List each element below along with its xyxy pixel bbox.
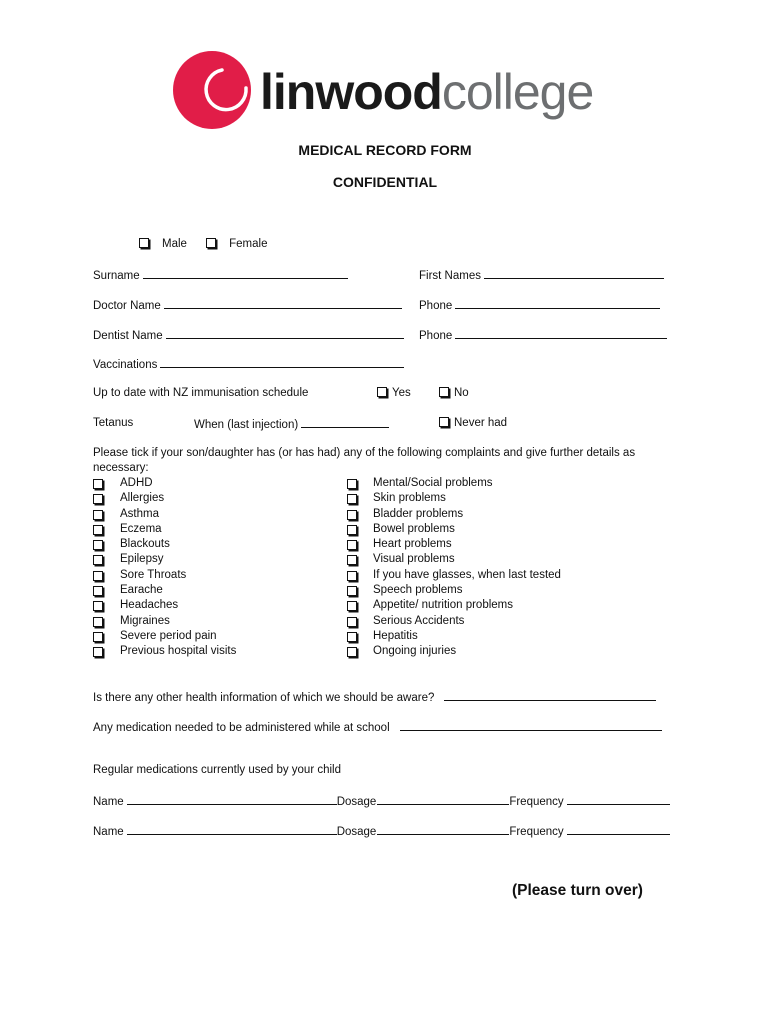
complaint-label: ADHD xyxy=(120,477,153,489)
med-dosage-input[interactable] xyxy=(377,823,509,835)
complaint-label: Appetite/ nutrition problems xyxy=(373,599,513,612)
complaint-label: Ongoing injuries xyxy=(373,645,457,658)
complaint-label: Allergies xyxy=(120,492,165,505)
turn-over-note: (Please turn over) xyxy=(512,882,643,899)
medication-school-row xyxy=(93,719,662,736)
college-logo xyxy=(172,50,622,130)
complaint-checkbox[interactable] xyxy=(93,555,103,565)
immunisation-no-label: No xyxy=(454,387,469,399)
doctor-phone-input[interactable] xyxy=(455,297,660,309)
immunisation-label: Up to date with NZ immunisation schedule xyxy=(93,387,309,399)
doctor-name-label: Doctor Name xyxy=(93,300,161,312)
dentist-phone-row xyxy=(419,327,667,344)
gender-row xyxy=(139,237,268,252)
dentist-name-label: Dentist Name xyxy=(93,330,163,342)
surname-row xyxy=(93,267,348,284)
logo-word-light: college xyxy=(441,64,594,120)
complaint-checkbox[interactable] xyxy=(347,632,357,642)
immunisation-no-option xyxy=(439,386,469,401)
complaint-label: Previous hospital visits xyxy=(120,645,237,658)
medication-school-label: Any medication needed to be administered while at school xyxy=(93,722,390,734)
complaint-label: If you have glasses, when last tested xyxy=(373,568,561,581)
female-checkbox[interactable] xyxy=(206,238,216,248)
complaint-checkbox[interactable] xyxy=(93,601,103,611)
complaint-checkbox[interactable] xyxy=(347,647,357,657)
other-health-row xyxy=(93,689,656,706)
vaccinations-row xyxy=(93,356,404,373)
tetanus-when-label: When (last injection) xyxy=(194,419,299,431)
complaint-label: Visual problems xyxy=(373,553,455,566)
complaint-checkbox[interactable] xyxy=(93,632,103,642)
med-frequency-input[interactable] xyxy=(567,823,670,835)
med-frequency-label: Frequency xyxy=(509,796,564,808)
complaint-label: Headaches xyxy=(120,599,179,612)
male-checkbox[interactable] xyxy=(139,238,149,248)
tetanus-never-checkbox[interactable] xyxy=(439,417,449,427)
med-name-input[interactable] xyxy=(127,793,337,805)
complaint-checkbox[interactable] xyxy=(347,540,357,550)
other-health-label: Is there any other health information of which we should be aware? xyxy=(93,692,435,704)
complaint-label: Serious Accidents xyxy=(373,614,465,627)
surname-input[interactable] xyxy=(143,267,348,279)
tetanus-when-input[interactable] xyxy=(301,416,389,428)
form-subtitle: CONFIDENTIAL xyxy=(332,174,438,190)
complaint-label: Migraines xyxy=(120,614,170,627)
dentist-phone-input[interactable] xyxy=(455,327,667,339)
tetanus-never-label: Never had xyxy=(454,417,508,429)
complaint-label: Asthma xyxy=(120,507,159,520)
vaccinations-label: Vaccinations xyxy=(93,359,158,371)
male-label: Male xyxy=(162,238,187,250)
complaint-checkbox[interactable] xyxy=(93,540,103,550)
female-label: Female xyxy=(229,238,268,250)
complaint-checkbox[interactable] xyxy=(347,571,357,581)
complaint-label: Blackouts xyxy=(120,538,170,551)
med-name-label: Name xyxy=(93,796,124,808)
med-frequency-input[interactable] xyxy=(567,793,670,805)
complaint-label: Epilepsy xyxy=(120,553,164,566)
complaint-label: Sore Throats xyxy=(120,568,187,581)
complaint-label: Severe period pain xyxy=(120,629,217,642)
med-dosage-label: Dosage xyxy=(336,826,377,838)
complaint-checkbox[interactable] xyxy=(93,479,103,489)
crescent-logo-icon xyxy=(172,50,252,130)
logo-wordmark xyxy=(260,64,593,120)
complaint-label: Bladder problems xyxy=(373,507,464,520)
med-name-label: Name xyxy=(93,826,124,838)
dentist-row xyxy=(93,327,404,344)
complaint-checkbox[interactable] xyxy=(93,525,103,535)
first-names-label: First Names xyxy=(419,270,481,282)
complaint-checkbox[interactable] xyxy=(347,586,357,596)
doctor-phone-row xyxy=(419,297,660,314)
doctor-row xyxy=(93,297,402,314)
med-frequency-label: Frequency xyxy=(509,826,564,838)
complaint-label: Earache xyxy=(120,584,163,597)
complaint-label: Skin problems xyxy=(373,492,446,505)
vaccinations-input[interactable] xyxy=(160,356,404,368)
immunisation-yes-checkbox[interactable] xyxy=(377,387,387,397)
complaint-label: Speech problems xyxy=(373,584,463,597)
complaint-checkbox[interactable] xyxy=(347,510,357,520)
complaint-checkbox[interactable] xyxy=(93,494,103,504)
other-health-input[interactable] xyxy=(444,689,656,701)
first-names-row xyxy=(419,267,664,284)
regular-meds-heading: Regular medications currently used by your child xyxy=(93,764,342,776)
complaint-label: Bowel problems xyxy=(373,522,455,535)
med-row-1 xyxy=(93,793,670,810)
doctor-name-input[interactable] xyxy=(164,297,402,309)
immunisation-yes-label: Yes xyxy=(392,387,411,399)
complaint-label: Hepatitis xyxy=(373,629,418,642)
complaint-checkbox[interactable] xyxy=(93,510,103,520)
complaint-checkbox[interactable] xyxy=(347,555,357,565)
complaint-checkbox[interactable] xyxy=(347,617,357,627)
doctor-phone-label: Phone xyxy=(419,300,453,312)
dentist-name-input[interactable] xyxy=(166,327,404,339)
complaint-checkbox[interactable] xyxy=(93,617,103,627)
complaint-label: Mental/Social problems xyxy=(373,477,493,489)
med-dosage-label: Dosage xyxy=(336,796,377,808)
tetanus-when-row xyxy=(194,416,389,433)
complaint-checkbox[interactable] xyxy=(93,586,103,596)
complaint-checkbox[interactable] xyxy=(93,647,103,657)
med-row-2 xyxy=(93,823,670,840)
complaint-checkbox[interactable] xyxy=(93,571,103,581)
complaint-checkbox[interactable] xyxy=(347,525,357,535)
medication-school-input[interactable] xyxy=(400,719,662,731)
immunisation-no-checkbox[interactable] xyxy=(439,387,449,397)
complaint-checkbox[interactable] xyxy=(347,479,357,489)
complaint-checkbox[interactable] xyxy=(347,494,357,504)
complaint-label: Eczema xyxy=(120,522,162,535)
complaint-checkbox[interactable] xyxy=(347,601,357,611)
complaint-label: Heart problems xyxy=(373,538,452,551)
surname-label: Surname xyxy=(93,270,140,282)
complaints-intro: Please tick if your son/daughter has (or has had) any of the following complaints and give further details as necessary: xyxy=(93,447,636,474)
form-title: MEDICAL RECORD FORM xyxy=(298,142,472,158)
tetanus-label: Tetanus xyxy=(93,417,134,429)
logo-word-strong: linwood xyxy=(260,64,442,120)
med-dosage-input[interactable] xyxy=(377,793,509,805)
immunisation-yes-option xyxy=(377,386,411,401)
tetanus-never-option xyxy=(439,416,507,431)
dentist-phone-label: Phone xyxy=(419,330,453,342)
med-name-input[interactable] xyxy=(127,823,337,835)
first-names-input[interactable] xyxy=(484,267,664,279)
